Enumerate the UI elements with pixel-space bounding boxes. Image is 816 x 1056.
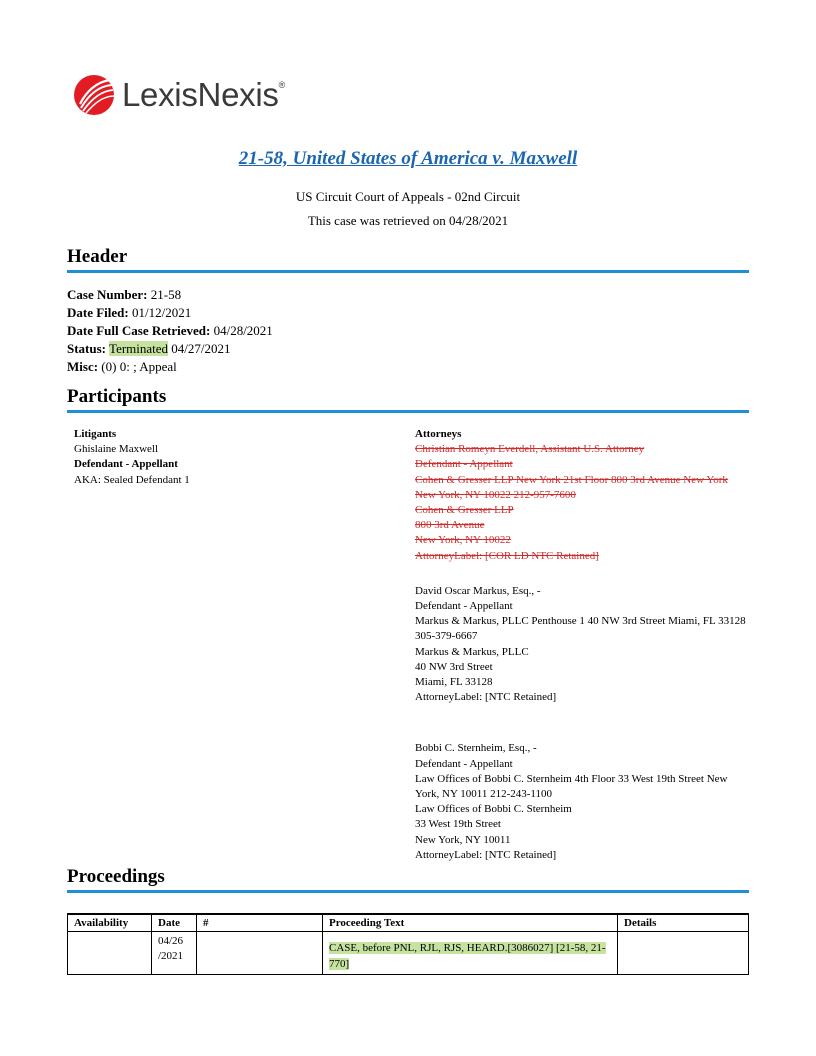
section-proceedings-heading: Proceedings bbox=[67, 866, 749, 893]
cell-availability bbox=[68, 932, 152, 975]
lexisnexis-logo-icon bbox=[72, 74, 116, 116]
case-title-link[interactable]: 21-58, United States of America v. Maxwell bbox=[238, 148, 578, 169]
logo-wordmark: LexisNexis® bbox=[122, 76, 285, 113]
column-number: # bbox=[197, 914, 323, 932]
lexisnexis-logo bbox=[72, 74, 285, 116]
proceedings-table bbox=[67, 913, 749, 975]
cell-proceeding-text: CASE, before PNL, RJL, RJS, HEARD.[3086027] [21-58, 21-770] bbox=[323, 932, 618, 975]
misc-row: Misc: (0) 0: ; Appeal bbox=[67, 359, 177, 374]
litigant-name: Ghislaine Maxwell bbox=[74, 443, 159, 456]
court-name: US Circuit Court of Appeals - 02nd Circuit bbox=[295, 189, 521, 204]
attorneys-column bbox=[415, 427, 749, 863]
date-retrieved-row: Date Full Case Retrieved: 04/28/2021 bbox=[67, 323, 273, 338]
column-proceeding-text: Proceeding Text bbox=[323, 914, 618, 932]
status-row: Status: Terminated 04/27/2021 bbox=[67, 341, 231, 356]
attorney-entry: Bobbi C. Sternheim, Esq., - Defendant - Appellant Law Offices of Bobbi C. Sternheim 4th Floor 33 West 19th Street New York, NY 10011 212-243-1100 Law Offices of Bobbi C. Sternheim 33 West 19th Street New York, NY 10011 AttorneyLabel: [NTC Retained] bbox=[415, 742, 728, 861]
cell-details bbox=[618, 932, 749, 975]
column-details: Details bbox=[618, 914, 749, 932]
cell-date: 04/26 /2021 bbox=[152, 932, 197, 975]
header-fields bbox=[67, 286, 273, 376]
litigants-column bbox=[74, 427, 374, 488]
table-header-row bbox=[68, 914, 749, 932]
date-filed-row: Date Filed: 01/12/2021 bbox=[67, 305, 192, 320]
litigants-heading: Litigants bbox=[74, 428, 117, 440]
column-date: Date bbox=[152, 914, 197, 932]
litigant-aka: AKA: Sealed Defendant 1 bbox=[74, 473, 190, 486]
table-row bbox=[68, 932, 749, 975]
retrieved-note: This case was retrieved on 04/28/2021 bbox=[307, 213, 509, 228]
status-badge: Terminated bbox=[109, 341, 169, 356]
case-number-row: Case Number: 21-58 bbox=[67, 287, 182, 302]
attorney-entry: David Oscar Markus, Esq., - Defendant - Appellant Markus & Markus, PLLC Penthouse 1 40 NW 3rd Street Miami, FL 33128 305-379-6667 Markus & Markus, PLLC 40 NW 3rd Street Miami, FL 33128 AttorneyLabel: [NTC Retained] bbox=[415, 584, 746, 704]
attorney-entry-struck: Christian Romeyn Everdell, Assistant U.S. Attorney Defendant - Appellant Cohen & Gresser LLP New York 21st Floor 800 3rd Avenue New York New York, NY 10022 212-957-7600 Cohen & Gresser LLP 800 3rd Avenue New York, NY 10022 AttorneyLabel: [COR LD NTC Retained] bbox=[415, 443, 728, 562]
litigant-role: Defendant - Appellant bbox=[74, 458, 178, 471]
cell-number bbox=[197, 932, 323, 975]
attorneys-heading: Attorneys bbox=[415, 428, 462, 440]
section-participants-heading: Participants bbox=[67, 386, 749, 413]
section-header-heading: Header bbox=[67, 246, 749, 273]
column-availability: Availability bbox=[68, 914, 152, 932]
